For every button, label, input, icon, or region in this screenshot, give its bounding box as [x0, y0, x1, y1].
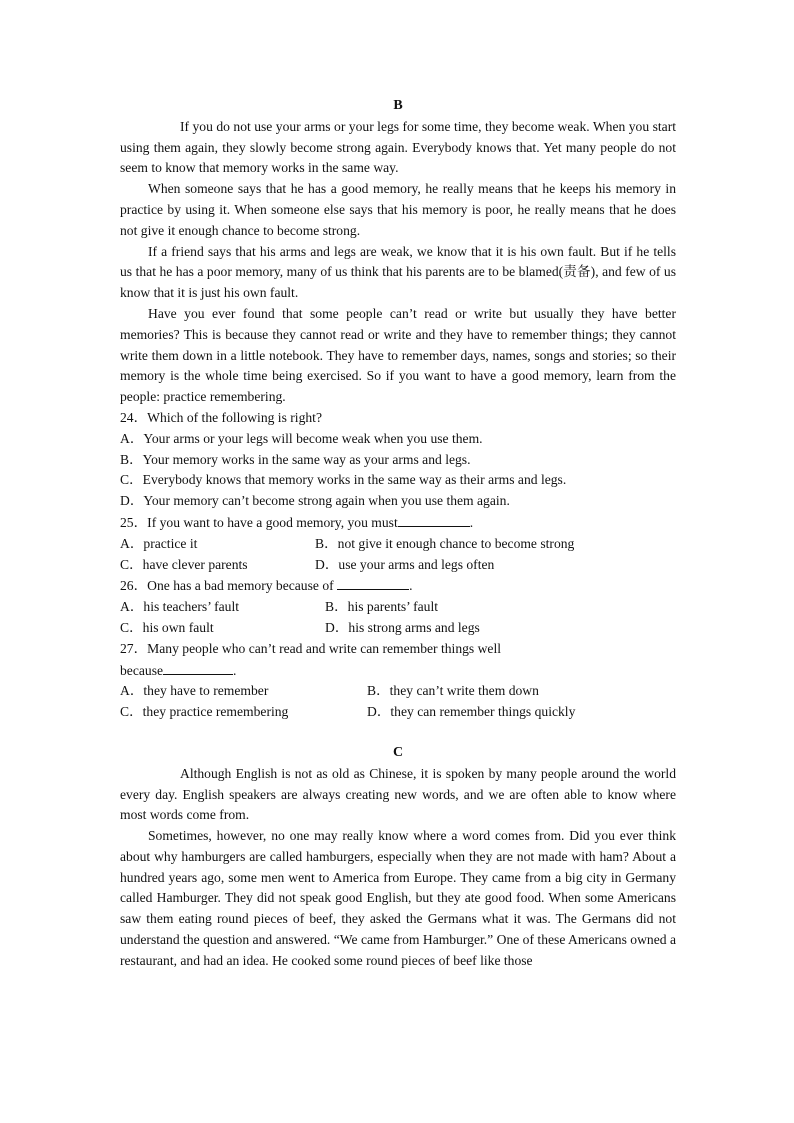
question-26-option-c: C．his own fault — [120, 619, 214, 635]
question-27-stem-end: . — [233, 662, 237, 678]
question-27-stem: 27．Many people who can’t read and write can remember things well — [120, 640, 502, 656]
question-25-stem-end: . — [469, 514, 474, 530]
question-26-option-a: A．his teachers’ fault — [120, 599, 240, 615]
question-26-option-b: B．his parents’ fault — [325, 599, 439, 615]
section-c-title: C — [392, 744, 404, 760]
question-25-stem: 25．If you want to have a good memory, you must — [120, 514, 398, 530]
question-26-stem: 26．One has a bad memory because of — [120, 578, 334, 594]
answer-blank — [163, 660, 233, 675]
section-b-paragraph-3: If a friend says that his arms and legs are weak, we know that it is his own fault. But if he tells us that he has a poor memory, many of us think that his parents are to be blamed(责备), and few of us know that it is just his own fault. — [120, 243, 676, 301]
question-26-stem-end: . — [409, 578, 413, 594]
question-25-option-a: A．practice it — [120, 535, 198, 551]
question-27-stem-cont: because — [120, 662, 164, 678]
question-27-option-b: B．they can’t write them down — [367, 683, 539, 699]
section-b-title: B — [393, 98, 403, 113]
question-26-options — [120, 597, 676, 639]
question-24-option-b: B．Your memory works in the same way as your arms and legs. — [120, 451, 471, 467]
question-27-option-a: A．they have to remember — [120, 683, 269, 699]
section-b-paragraph-1: If you do not use your arms or your legs for some time, they become weak. When you start using them again, they slowly become strong again. Everybody knows that. Yet many people do not seem to know that memory works in the same way. — [120, 118, 676, 176]
answer-blank — [337, 575, 409, 590]
question-25-option-b: B．not give it enough chance to become strong — [315, 535, 575, 551]
question-27-stem-line-2 — [120, 660, 676, 682]
question-25-stem-line — [120, 512, 676, 534]
question-24-option-c: C．Everybody knows that memory works in the same way as their arms and legs. — [120, 472, 567, 488]
question-25-option-d: D．use your arms and legs often — [315, 556, 495, 572]
answer-blank — [398, 512, 470, 527]
section-c-paragraph-2: Sometimes, however, no one may really know where a word comes from. Did you ever think about why hamburgers are called hamburgers, especially when they are not made with ham? About a hundred years ago, some men went to America from Europe. They came from a big city in Germany called Hamburger. They did not speak good English, but they ate good food. When some Americans saw them eating round pieces of beef, they asked the Germans what it was. The Germans did not understand the question and answered. “We came from Hamburger.” One of these Americans owned a restaurant, and had an idea. He cooked some round pieces of beef like those — [120, 828, 676, 968]
question-26-stem-line — [120, 575, 676, 597]
question-24-option-a: A．Your arms or your legs will become weak when you use them. — [120, 430, 483, 446]
section-b-paragraph-4: Have you ever found that some people can’t read or write but usually they have better memories? This is because they cannot read or write and they have to remember things; they cannot write them down in a little notebook. They have to remember days, names, songs and stories; so their memory is the whole time being exercised. So if you want to have a good memory, learn from the people: practice remembering. — [120, 305, 676, 405]
section-spacer — [120, 723, 676, 743]
worksheet-page — [120, 96, 676, 972]
question-27-option-c: C．they practice remembering — [120, 704, 289, 720]
question-27-option-d: D．they can remember things quickly — [367, 704, 576, 720]
question-25-options — [120, 534, 676, 576]
question-25-option-c: C．have clever parents — [120, 556, 248, 572]
section-b-paragraph-2: When someone says that he has a good memory, he really means that he keeps his memory in practice by using it. When someone else says that his memory is poor, he really means that he does not give it enough chance to become strong. — [120, 181, 676, 238]
question-24-option-d: D．Your memory can’t become strong again when you use them again. — [120, 493, 510, 509]
question-27-options — [120, 681, 676, 723]
question-24-stem: 24．Which of the following is right? — [120, 409, 322, 425]
section-c-paragraph-1: Although English is not as old as Chinese, it is spoken by many people around the world every day. English speakers are always creating new words, and we are often able to know where most words come from. — [120, 765, 676, 823]
question-26-option-d: D．his strong arms and legs — [325, 619, 480, 635]
